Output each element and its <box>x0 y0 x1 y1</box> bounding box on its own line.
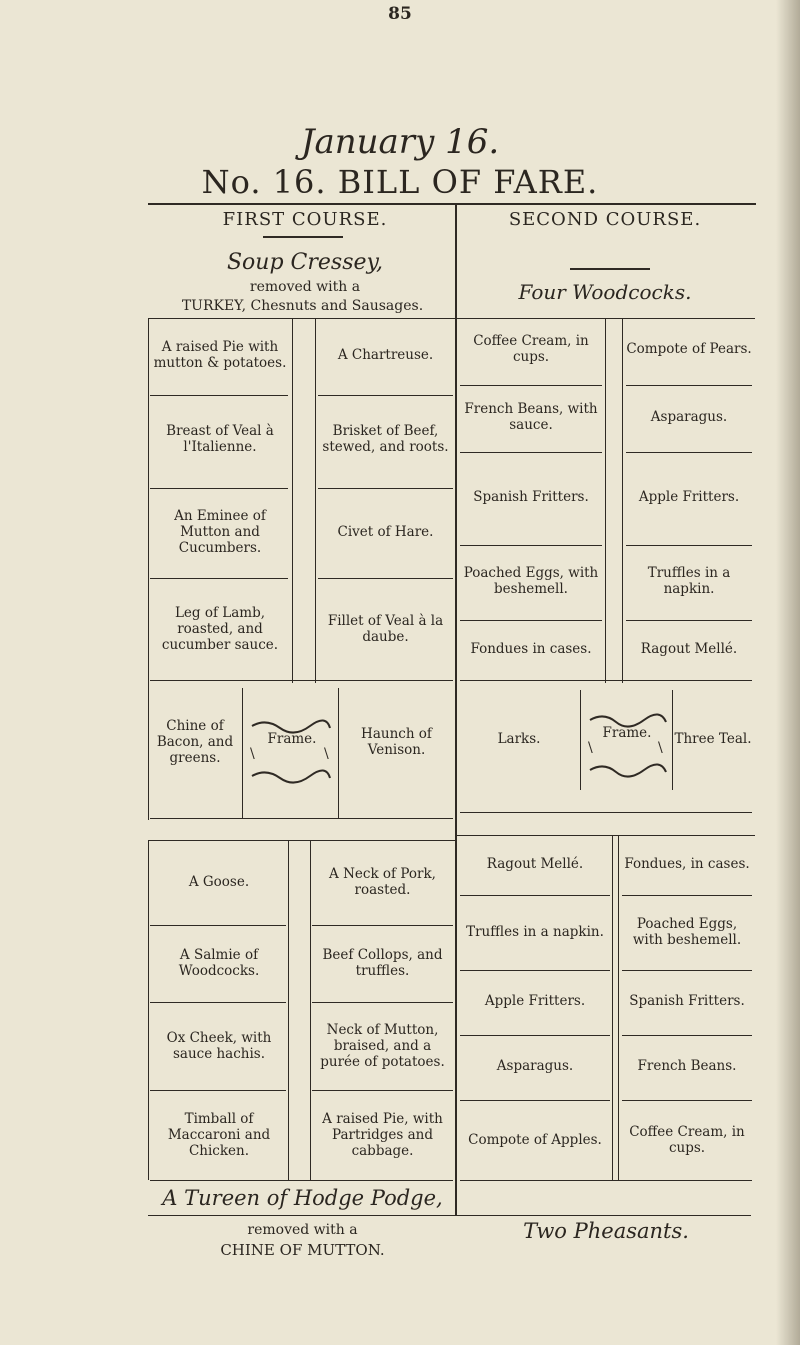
dish: Fondues, in cases. <box>624 856 750 873</box>
block-border <box>148 840 455 841</box>
row-rule <box>622 1100 752 1101</box>
second-top-dish: Four Woodcocks. <box>518 280 692 305</box>
dish: A raised Pie, with Partridges and cabbage. <box>322 1111 443 1159</box>
column-divider <box>338 688 339 818</box>
table-top-border <box>148 203 756 205</box>
row-rule <box>460 545 602 546</box>
frame-label: Frame. <box>602 725 652 742</box>
dish: Haunch of Venison. <box>361 726 432 758</box>
dish: Asparagus. <box>650 409 728 426</box>
row-rule <box>460 680 752 681</box>
dish: Spanish Fritters. <box>473 489 589 506</box>
frame-ornament-icon <box>582 712 672 782</box>
row-rule <box>150 1002 286 1003</box>
row-rule <box>460 385 602 386</box>
row-rule <box>460 970 610 971</box>
first-footer-remove: CHINE OF MUTTON. <box>220 1241 385 1260</box>
row-rule <box>318 488 453 489</box>
column-divider <box>292 318 293 683</box>
dish: Larks. <box>497 731 541 748</box>
svg-text:\: \ <box>250 746 255 762</box>
second-footer-dish: Two Pheasants. <box>523 1218 689 1243</box>
column-divider <box>580 690 581 790</box>
dish: Timball of Maccaroni and Chicken. <box>167 1111 271 1159</box>
dish: A Chartreuse. <box>337 347 434 364</box>
page-number: 85 <box>388 4 412 24</box>
dish: A Neck of Pork, roasted. <box>329 866 436 898</box>
row-rule <box>460 452 602 453</box>
first-course-heading: FIRST COURSE. <box>222 209 388 231</box>
column-divider <box>310 840 311 1180</box>
course-divider <box>455 203 457 1216</box>
date-heading: January 16. <box>300 122 500 162</box>
dish: Coffee Cream, in cups. <box>473 333 589 365</box>
column-divider <box>605 318 606 683</box>
first-footer-note: removed with a <box>247 1221 358 1238</box>
frame-ornament-icon <box>244 718 338 788</box>
row-rule <box>622 895 752 896</box>
row-rule <box>150 395 288 396</box>
column-divider <box>618 835 619 1180</box>
dish: Civet of Hare. <box>337 524 434 541</box>
svg-text:\: \ <box>588 740 593 756</box>
dish: Fillet of Veal à la daube. <box>327 613 444 645</box>
row-rule <box>622 970 752 971</box>
dish: Poached Eggs, with beshemell. <box>463 565 599 597</box>
column-divider <box>672 690 673 790</box>
dish: Coffee Cream, in cups. <box>629 1124 745 1156</box>
dish: Apple Fritters. <box>484 993 586 1010</box>
dish: A Goose. <box>188 874 250 891</box>
row-rule <box>626 452 752 453</box>
column-divider <box>612 835 613 1180</box>
second-course-heading: SECOND COURSE. <box>508 209 702 231</box>
dish: Compote of Apples. <box>468 1132 602 1149</box>
first-soup-remove: TURKEY, Chesnuts and Sausages. <box>181 297 424 314</box>
page-edge-shadow <box>776 0 800 1345</box>
dish: Three Teal. <box>674 731 752 748</box>
dish: Ragout Mellé. <box>640 641 738 658</box>
row-rule <box>626 620 752 621</box>
row-rule <box>312 1090 453 1091</box>
frame-ornament <box>244 718 338 788</box>
frame-ornament <box>582 712 672 782</box>
column-divider <box>622 318 623 683</box>
dish: Spanish Fritters. <box>629 993 745 1010</box>
row-rule <box>460 1100 610 1101</box>
ornament-rule <box>263 236 343 238</box>
row-rule <box>460 895 610 896</box>
dish: Fondues in cases. <box>470 641 592 658</box>
dish: Brisket of Beef, stewed, and roots. <box>322 423 449 455</box>
row-rule <box>460 1035 610 1036</box>
row-rule <box>150 1180 453 1181</box>
dish: Neck of Mutton, braised, and a purée of potatoes. <box>320 1022 445 1070</box>
row-rule <box>460 812 752 813</box>
svg-text:\: \ <box>658 740 663 756</box>
first-soup: Soup Cressey, <box>226 250 384 276</box>
first-soup-note: removed with a <box>249 278 361 295</box>
dish: A raised Pie with mutton & potatoes. <box>153 339 287 371</box>
block-border <box>457 835 755 836</box>
row-rule <box>312 925 453 926</box>
dish: An Eminee of Mutton and Cucumbers. <box>174 508 266 556</box>
frame-label: Frame. <box>267 731 317 748</box>
dish: Truffles in a napkin. <box>466 924 604 941</box>
row-rule <box>150 925 286 926</box>
row-rule <box>318 578 453 579</box>
row-rule <box>150 818 453 819</box>
ornament-rule <box>570 268 650 270</box>
row-rule <box>150 1090 286 1091</box>
first-footer-dish: A Tureen of Hodge Podge, <box>162 1185 443 1210</box>
dish: Poached Eggs, with beshemell. <box>632 916 742 948</box>
row-rule <box>626 545 752 546</box>
dish: French Beans, with sauce. <box>464 401 598 433</box>
dish: Apple Fritters. <box>638 489 740 506</box>
row-rule <box>460 1180 752 1181</box>
dish: Beef Collops, and truffles. <box>322 947 443 979</box>
bill-title: No. 16. BILL OF FARE. <box>201 163 599 201</box>
dish: Ragout Mellé. <box>486 856 584 873</box>
row-rule <box>460 620 602 621</box>
dish: Ox Cheek, with sauce hachis. <box>166 1030 272 1062</box>
block-border <box>457 318 755 319</box>
left-border <box>148 318 149 820</box>
row-rule <box>622 1035 752 1036</box>
column-divider <box>315 318 316 683</box>
row-rule <box>150 578 288 579</box>
block-border <box>148 318 455 319</box>
row-rule <box>150 488 288 489</box>
svg-text:\: \ <box>324 746 329 762</box>
dish: A Salmie of Woodcocks. <box>178 947 260 979</box>
column-divider <box>288 840 289 1180</box>
column-divider <box>242 688 243 818</box>
dish: Leg of Lamb, roasted, and cucumber sauce. <box>161 605 279 653</box>
dish: French Beans. <box>637 1058 737 1075</box>
left-border <box>148 840 149 1180</box>
row-rule <box>318 395 453 396</box>
row-rule <box>626 385 752 386</box>
dish: Breast of Veal à l'Italienne. <box>166 423 274 455</box>
row-rule <box>150 680 453 681</box>
row-rule <box>312 1002 453 1003</box>
dish: Chine of Bacon, and greens. <box>156 718 234 766</box>
dish: Asparagus. <box>496 1058 574 1075</box>
dish: Truffles in a napkin. <box>647 565 731 597</box>
dish: Compote of Pears. <box>626 341 752 358</box>
